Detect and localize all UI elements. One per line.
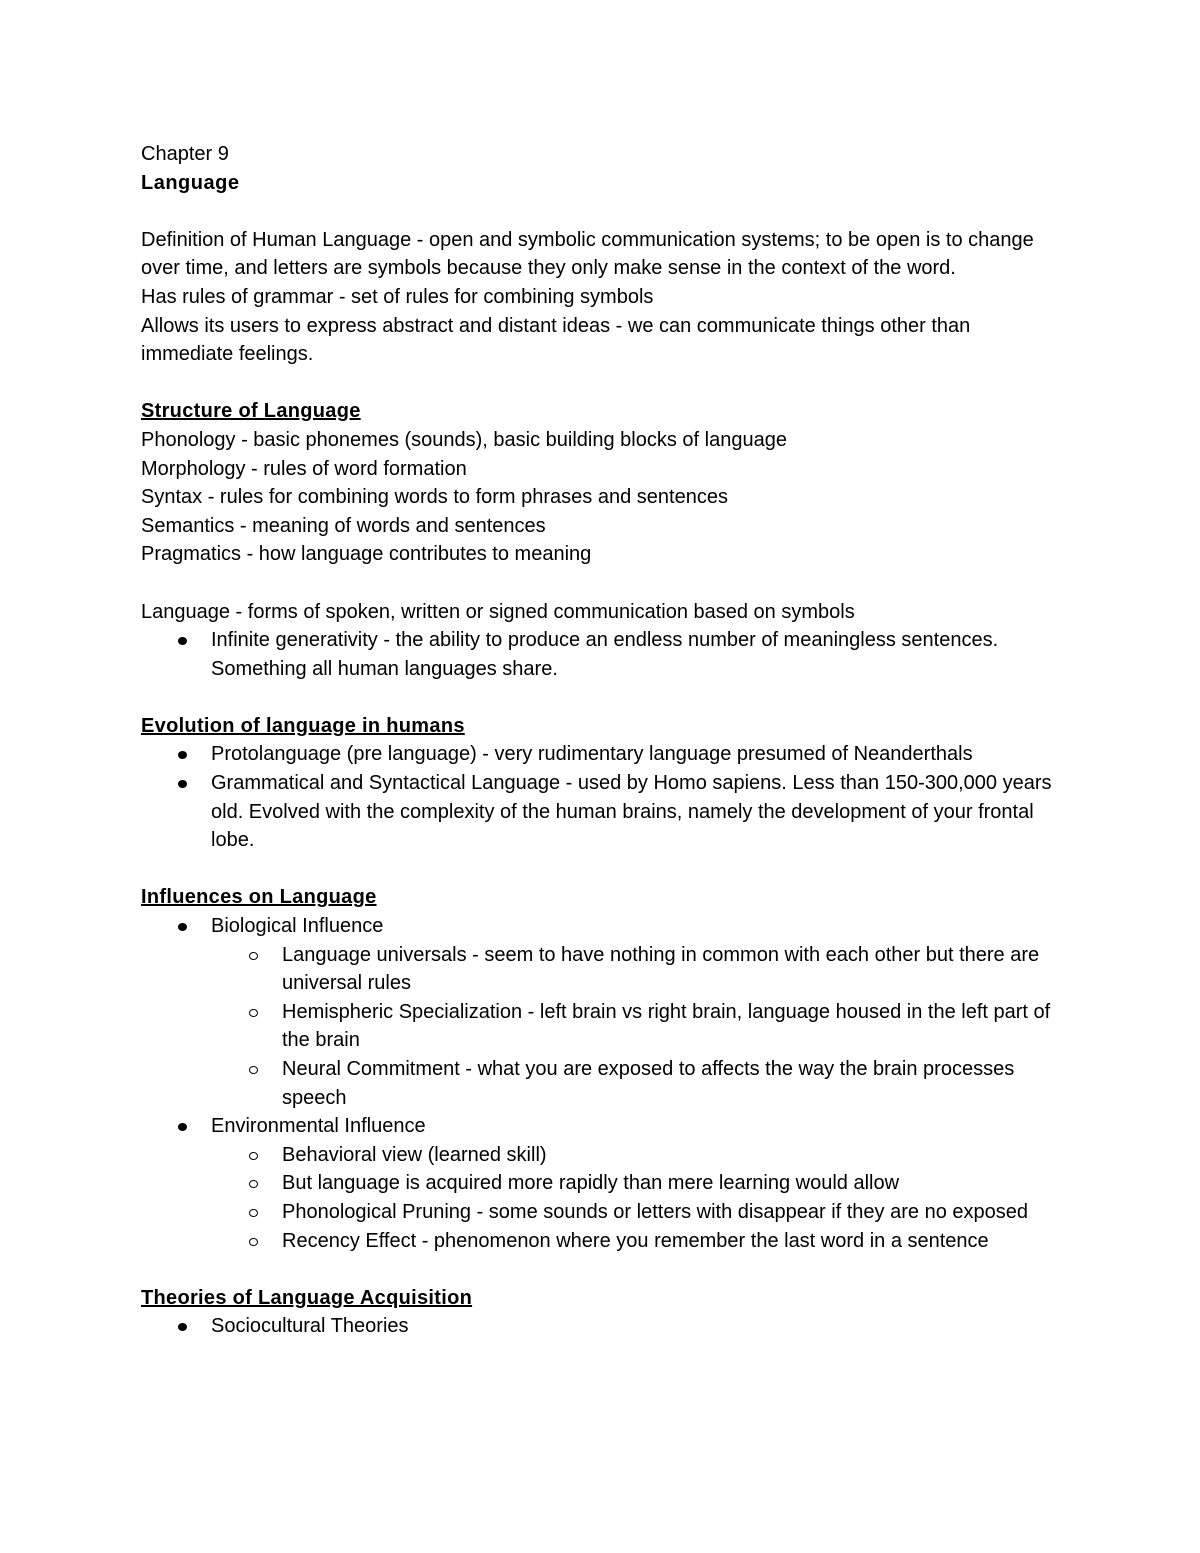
page-title: Language [141, 171, 240, 194]
sub-list-item-text: Behavioral view (learned skill) [282, 1143, 547, 1166]
sub-list-item-text: Neural Commitment - what you are exposed to affects the way the brain processes speech [282, 1058, 1015, 1109]
bullet-icon [178, 923, 187, 931]
chapter-label: Chapter 9 [141, 143, 229, 165]
spacer [141, 369, 1056, 398]
spacer [141, 683, 1056, 712]
sub-list-item-text: Phonological Pruning - some sounds or letters with disappear if they are no exposed [282, 1200, 1028, 1223]
list-item-text: Grammatical and Syntactical Language - used by Homo sapiens. Less than 150-300,000 years old. Evolved with the complexity of the human brains, namely the development of your frontal lobe. [211, 772, 1052, 852]
structure-item: Morphology - rules of word formation [141, 457, 467, 480]
section-heading-evolution: Evolution of language in humans [141, 714, 465, 737]
hollow-bullet-icon [249, 1009, 258, 1017]
bullet-icon [178, 637, 187, 645]
list-item-text: Protolanguage (pre language) - very rudimentary language presumed of Neanderthals [211, 743, 973, 766]
structure-item: Syntax - rules for combining words to form phrases and sentences [141, 486, 728, 509]
sub-list-item [141, 1198, 1056, 1227]
sub-list-item [141, 998, 1056, 1055]
list-item [141, 912, 1056, 941]
structure-item: Pragmatics - how language contributes to meaning [141, 543, 592, 566]
hollow-bullet-icon [249, 1238, 258, 1246]
document-body [141, 140, 1056, 1341]
spacer [141, 855, 1056, 884]
language-definition: Language - forms of spoken, written or signed communication based on symbols [141, 600, 855, 623]
sub-list-item [141, 1055, 1056, 1112]
list-item [141, 740, 1056, 769]
language-bullet-list [141, 626, 1056, 683]
list-item-text: Sociocultural Theories [211, 1315, 409, 1338]
evolution-bullet-list [141, 740, 1056, 854]
list-item-text: Infinite generativity - the ability to produce an endless number of meaningless sentences. Something all human languages share. [211, 629, 999, 680]
spacer [141, 1255, 1056, 1284]
list-item [141, 1112, 1056, 1141]
bullet-icon [178, 1123, 187, 1131]
sub-list-item [141, 941, 1056, 998]
sub-list-item [141, 1227, 1056, 1256]
intro-abstract: Allows its users to express abstract and distant ideas - we can communicate things other than immediate feelings. [141, 314, 971, 366]
spacer [141, 569, 1056, 598]
sub-list-item [141, 1141, 1056, 1170]
hollow-bullet-icon [249, 952, 258, 960]
intro-definition: Definition of Human Language - open and symbolic communication systems; to be open is to change over time, and letters are symbols because they only make sense in the context of the word. [141, 228, 1034, 280]
influences-bullet-list [141, 912, 1056, 941]
intro-grammar: Has rules of grammar - set of rules for combining symbols [141, 285, 654, 308]
hollow-bullet-icon [249, 1066, 258, 1074]
bullet-icon [178, 780, 187, 788]
section-heading-influences: Influences on Language [141, 886, 377, 909]
sub-list-item-text: Recency Effect - phenomenon where you remember the last word in a sentence [282, 1229, 989, 1252]
theories-bullet-list [141, 1312, 1056, 1341]
list-item [141, 769, 1056, 855]
hollow-bullet-icon [249, 1180, 258, 1188]
sub-list-item-text: Hemispheric Specialization - left brain vs right brain, language housed in the left part of the brain [282, 1000, 1051, 1052]
influences-bullet-list [141, 1112, 1056, 1141]
section-heading-theories: Theories of Language Acquisition [141, 1286, 473, 1309]
list-item-text: Biological Influence [211, 915, 384, 938]
bullet-icon [178, 751, 187, 759]
list-item [141, 626, 1056, 683]
hollow-bullet-icon [249, 1152, 258, 1160]
structure-item: Semantics - meaning of words and sentences [141, 514, 546, 537]
biological-sub-list [141, 941, 1056, 1113]
list-item [141, 1312, 1056, 1341]
environmental-sub-list [141, 1141, 1056, 1255]
section-heading-structure: Structure of Language [141, 400, 361, 423]
spacer [141, 197, 1056, 226]
sub-list-item [141, 1169, 1056, 1198]
sub-list-item-text: But language is acquired more rapidly than mere learning would allow [282, 1172, 900, 1195]
list-item-text: Environmental Influence [211, 1115, 426, 1138]
structure-item: Phonology - basic phonemes (sounds), basic building blocks of language [141, 428, 787, 451]
hollow-bullet-icon [249, 1209, 258, 1217]
sub-list-item-text: Language universals - seem to have nothing in common with each other but there are universal rules [282, 943, 1040, 995]
bullet-icon [178, 1323, 187, 1331]
